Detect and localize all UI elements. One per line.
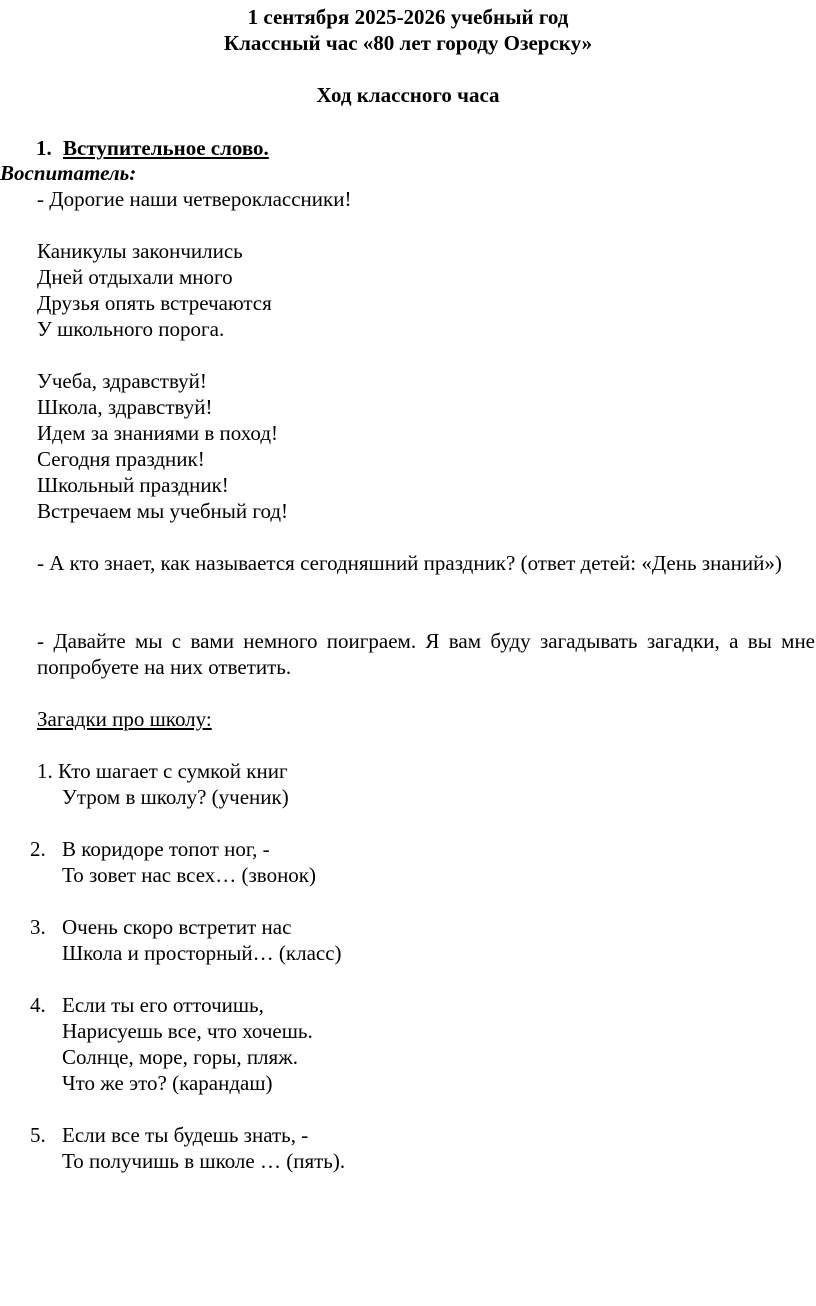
section-1-number: 1. — [36, 136, 52, 160]
riddle-2 — [62, 836, 316, 888]
poem-line: Учеба, здравствуй! — [37, 369, 207, 393]
document-subtitle: Ход классного часа — [316, 83, 500, 107]
poem-line: Школа, здравствуй! — [37, 395, 213, 419]
riddle-line: Если все ты будешь знать, - — [62, 1123, 309, 1147]
riddle-line: Нарисуешь все, что хочешь. — [62, 1019, 313, 1043]
riddle-line: То получишь в школе … (пять). — [62, 1149, 346, 1173]
poem-line: Встречаем мы учебный год! — [37, 499, 289, 523]
riddle-line: Утром в школу? (ученик) — [62, 785, 289, 809]
poem-1 — [37, 238, 272, 342]
riddle-4 — [62, 992, 313, 1096]
header-date-line: 1 сентября 2025-2026 учебный год — [247, 5, 569, 29]
riddle-number: 3. — [30, 915, 46, 939]
riddle-5 — [62, 1122, 345, 1174]
greeting-line: - Дорогие наши четвероклассники! — [37, 187, 352, 211]
poem-2 — [37, 368, 288, 524]
poem-line: Школьный праздник! — [37, 473, 229, 497]
riddle-3 — [62, 914, 342, 966]
header-title-line: Классный час «80 лет городу Озерску» — [223, 31, 593, 55]
riddle-line: Солнце, море, горы, пляж. — [62, 1045, 298, 1069]
speaker-label: Воспитатель: — [0, 161, 137, 185]
riddle-line: Школа и просторный… (класс) — [62, 941, 342, 965]
riddle-number: 4. — [30, 993, 46, 1017]
riddle-line: Что же это? (карандаш) — [62, 1071, 273, 1095]
question-paragraph: - А кто знает, как называется сегодняшний праздник? (ответ детей: «День знаний») — [37, 551, 782, 575]
riddle-number: 1. — [37, 759, 53, 783]
riddle-number: 2. — [30, 837, 46, 861]
riddle-number: 5. — [30, 1123, 46, 1147]
riddle-1 — [37, 758, 288, 784]
riddle-line: В коридоре топот ног, - — [62, 837, 270, 861]
poem-line: Идем за знаниями в поход! — [37, 421, 278, 445]
riddle-line: То зовет нас всех… (звонок) — [62, 863, 316, 887]
poem-line: Сегодня праздник! — [37, 447, 205, 471]
section-1-title: Вступительное слово. — [63, 136, 269, 160]
poem-line: Каникулы закончились — [37, 239, 243, 263]
riddle-line: Кто шагает с сумкой книг — [58, 759, 288, 783]
riddle-line: Если ты его отточишь, — [62, 993, 264, 1017]
poem-line: У школьного порога. — [37, 317, 225, 341]
riddle-line: Очень скоро встретит нас — [62, 915, 292, 939]
poem-line: Друзья опять встречаются — [37, 291, 272, 315]
poem-line: Дней отдыхали много — [37, 265, 233, 289]
riddles-heading: Загадки про школу: — [37, 707, 212, 731]
invite-paragraph: - Давайте мы с вами немного поиграем. Я вам буду загадывать загадки, а вы мне попробуете на них ответить. — [37, 629, 815, 679]
